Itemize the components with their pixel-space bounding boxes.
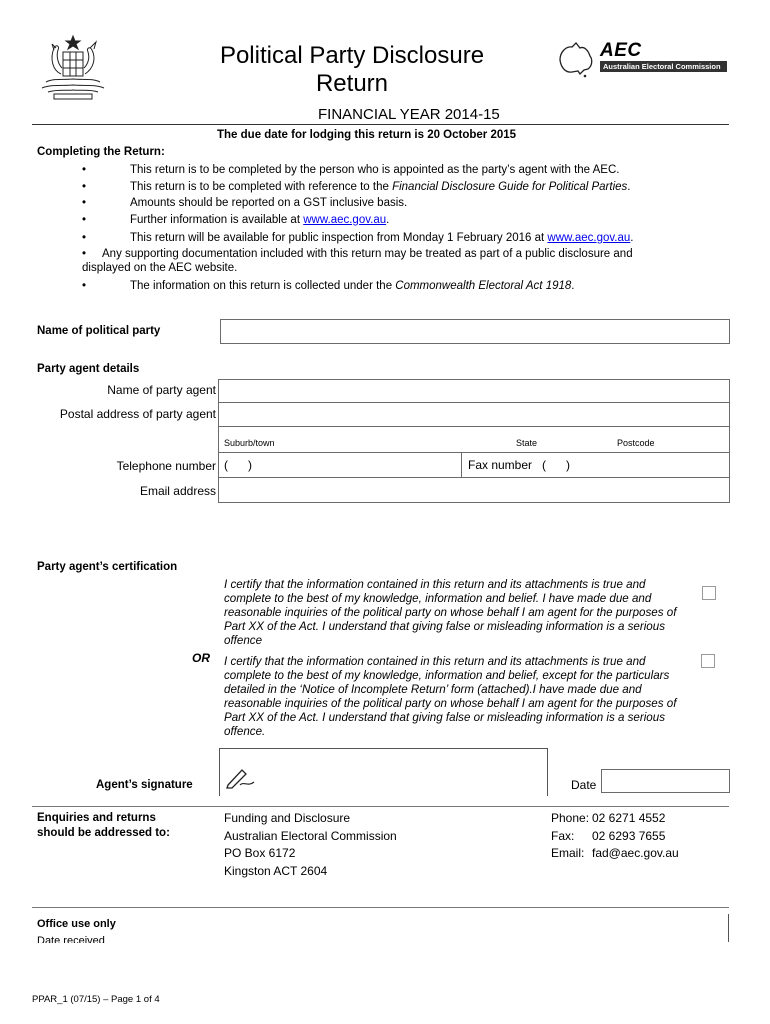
- email-label: Email address: [139, 484, 216, 498]
- office-rule: [32, 907, 729, 908]
- address-line-4: Kingston ACT 2604: [224, 863, 328, 878]
- bullet-dot: •: [82, 197, 87, 209]
- email-value: fad@aec.gov.au: [592, 846, 679, 860]
- title-line-2: Return: [315, 70, 389, 97]
- date-received-label: Date received: [37, 935, 105, 943]
- guide-title: Financial Disclosure Guide for Political Parties: [392, 181, 628, 193]
- fax-input[interactable]: [462, 453, 730, 478]
- address-line-1: Funding and Disclosure: [224, 811, 351, 825]
- enquiries-label-line-2: should be addressed to:: [37, 827, 170, 839]
- certification-statement-2: I certify that the information contained in this return and its attachments is true and complete to the best of my knowledge, information and belief, except for the particulars detailed in the ‘Notice of Incomplete Return’ form (attached).I have made due and reasonable inquiries of the political party on whose behalf I am agent for the purposes of Part XX of the Act. I understand that giving false or misleading information is a serious offence.: [224, 655, 677, 738]
- office-use-heading: Office use only: [37, 918, 116, 930]
- aec-logo-text: AEC: [600, 40, 642, 61]
- bullet-dot: •: [82, 280, 87, 292]
- act-title: Commonwealth Electoral Act 1918: [395, 280, 572, 292]
- fax-value: 02 6293 7655: [592, 828, 666, 843]
- or-label: OR: [192, 651, 210, 665]
- certify-incomplete-checkbox[interactable]: [701, 654, 715, 668]
- contact-email: [551, 845, 731, 863]
- office-right-border: [728, 914, 729, 942]
- certify-complete-checkbox[interactable]: [702, 586, 716, 600]
- bullet-1-text: This return is to be completed by the person who is appointed as the party’s agent with the AEC.: [130, 164, 620, 176]
- aec-logo-subtitle: Australian Electoral Commission: [600, 61, 727, 72]
- header-rule: [32, 124, 729, 125]
- phone-value: 02 6271 4552: [592, 811, 666, 825]
- footer-code: PPAR_1 (07/15) – Page 1 of 4: [32, 994, 160, 1005]
- aec-website-link[interactable]: www.aec.gov.au: [303, 214, 387, 226]
- party-name-label: Name of political party: [37, 325, 161, 337]
- fax-contact-label: Fax:: [551, 828, 575, 843]
- coat-of-arms-logo: [34, 34, 112, 100]
- bullet-dot: •: [82, 232, 87, 244]
- contact-fax: [551, 828, 731, 846]
- due-date: The due date for lodging this return is 20 October 2015: [217, 129, 517, 141]
- signature-label: Agent’s signature: [96, 779, 193, 791]
- contact-phone: [551, 810, 731, 828]
- enquiries-label: [37, 811, 170, 841]
- party-name-input[interactable]: [220, 319, 730, 344]
- bullet-dot: •: [82, 181, 87, 193]
- financial-year: FINANCIAL YEAR 2014-15: [318, 106, 500, 123]
- bullet-6-text: Any supporting documentation included with this return may be treated as part of a public disclosure and: [102, 248, 633, 260]
- suburb-label: Suburb/town: [224, 438, 275, 448]
- email-contact-label: Email:: [551, 846, 585, 860]
- agent-details-heading: Party agent details: [37, 363, 140, 375]
- bullet-6-text-cont: displayed on the AEC website.: [82, 262, 238, 274]
- aec-website-link[interactable]: www.aec.gov.au: [547, 232, 631, 244]
- bullet-4-text: Further information is available at www.aec.gov.au.: [130, 214, 390, 226]
- certification-heading: Party agent’s certification: [37, 561, 178, 573]
- title-line-1: Political Party Disclosure: [219, 42, 485, 69]
- bullet-dot: •: [82, 248, 87, 260]
- fax-label: Fax number: [468, 458, 533, 472]
- signature-box[interactable]: [219, 748, 548, 796]
- bullet-2-text: This return is to be completed with reference to the Financial Disclosure Guide for Political Parties.: [130, 181, 631, 193]
- office-date-received-clip: [37, 934, 157, 943]
- email-input[interactable]: [218, 478, 730, 503]
- postcode-label: Postcode: [617, 438, 655, 448]
- pen-sign-icon: [226, 767, 256, 789]
- australia-map-icon: [556, 40, 596, 78]
- enquiries-address: [224, 810, 397, 880]
- state-label: State: [516, 438, 538, 448]
- bullet-7-text: The information on this return is collected under the Commonwealth Electoral Act 1918.: [130, 280, 575, 292]
- telephone-input[interactable]: [218, 453, 462, 478]
- bullet-dot: •: [82, 164, 87, 176]
- telephone-area-code: ( ): [224, 458, 252, 472]
- agent-name-label: Name of party agent: [107, 383, 216, 397]
- date-input[interactable]: [601, 769, 730, 793]
- certification-statement-1: I certify that the information contained in this return and its attachments is true and complete to the best of my knowledge, information and belief. I have made due and reasonable inquiries of the political party on whose behalf I am agent for the purposes of Part XX of the Act. I understand that giving false or misleading information is a serious offence: [224, 578, 677, 647]
- fax-area-code: ( ): [542, 458, 570, 472]
- form-title: [196, 42, 508, 98]
- address-line-2: Australian Electoral Commission: [224, 828, 397, 843]
- enquiries-rule: [32, 806, 729, 807]
- agent-name-input[interactable]: [218, 379, 730, 403]
- telephone-label: Telephone number: [116, 459, 216, 473]
- address-line-3: PO Box 6172: [224, 846, 296, 860]
- phone-label: Phone:: [551, 811, 590, 825]
- bullet-5-text: This return will be available for public inspection from Monday 1 February 2016 at www.aec.gov.au.: [130, 232, 634, 244]
- bullet-dot: •: [82, 214, 87, 226]
- aec-logo: [556, 40, 728, 80]
- bullet-3-text: Amounts should be reported on a GST inclusive basis.: [130, 197, 408, 209]
- date-label: Date: [571, 778, 597, 792]
- postal-address-label: Postal address of party agent: [59, 407, 216, 421]
- enquiries-contacts: [551, 810, 731, 863]
- enquiries-label-line-1: Enquiries and returns: [37, 812, 156, 824]
- postal-address-input[interactable]: [218, 403, 730, 427]
- completing-heading: Completing the Return:: [37, 146, 165, 158]
